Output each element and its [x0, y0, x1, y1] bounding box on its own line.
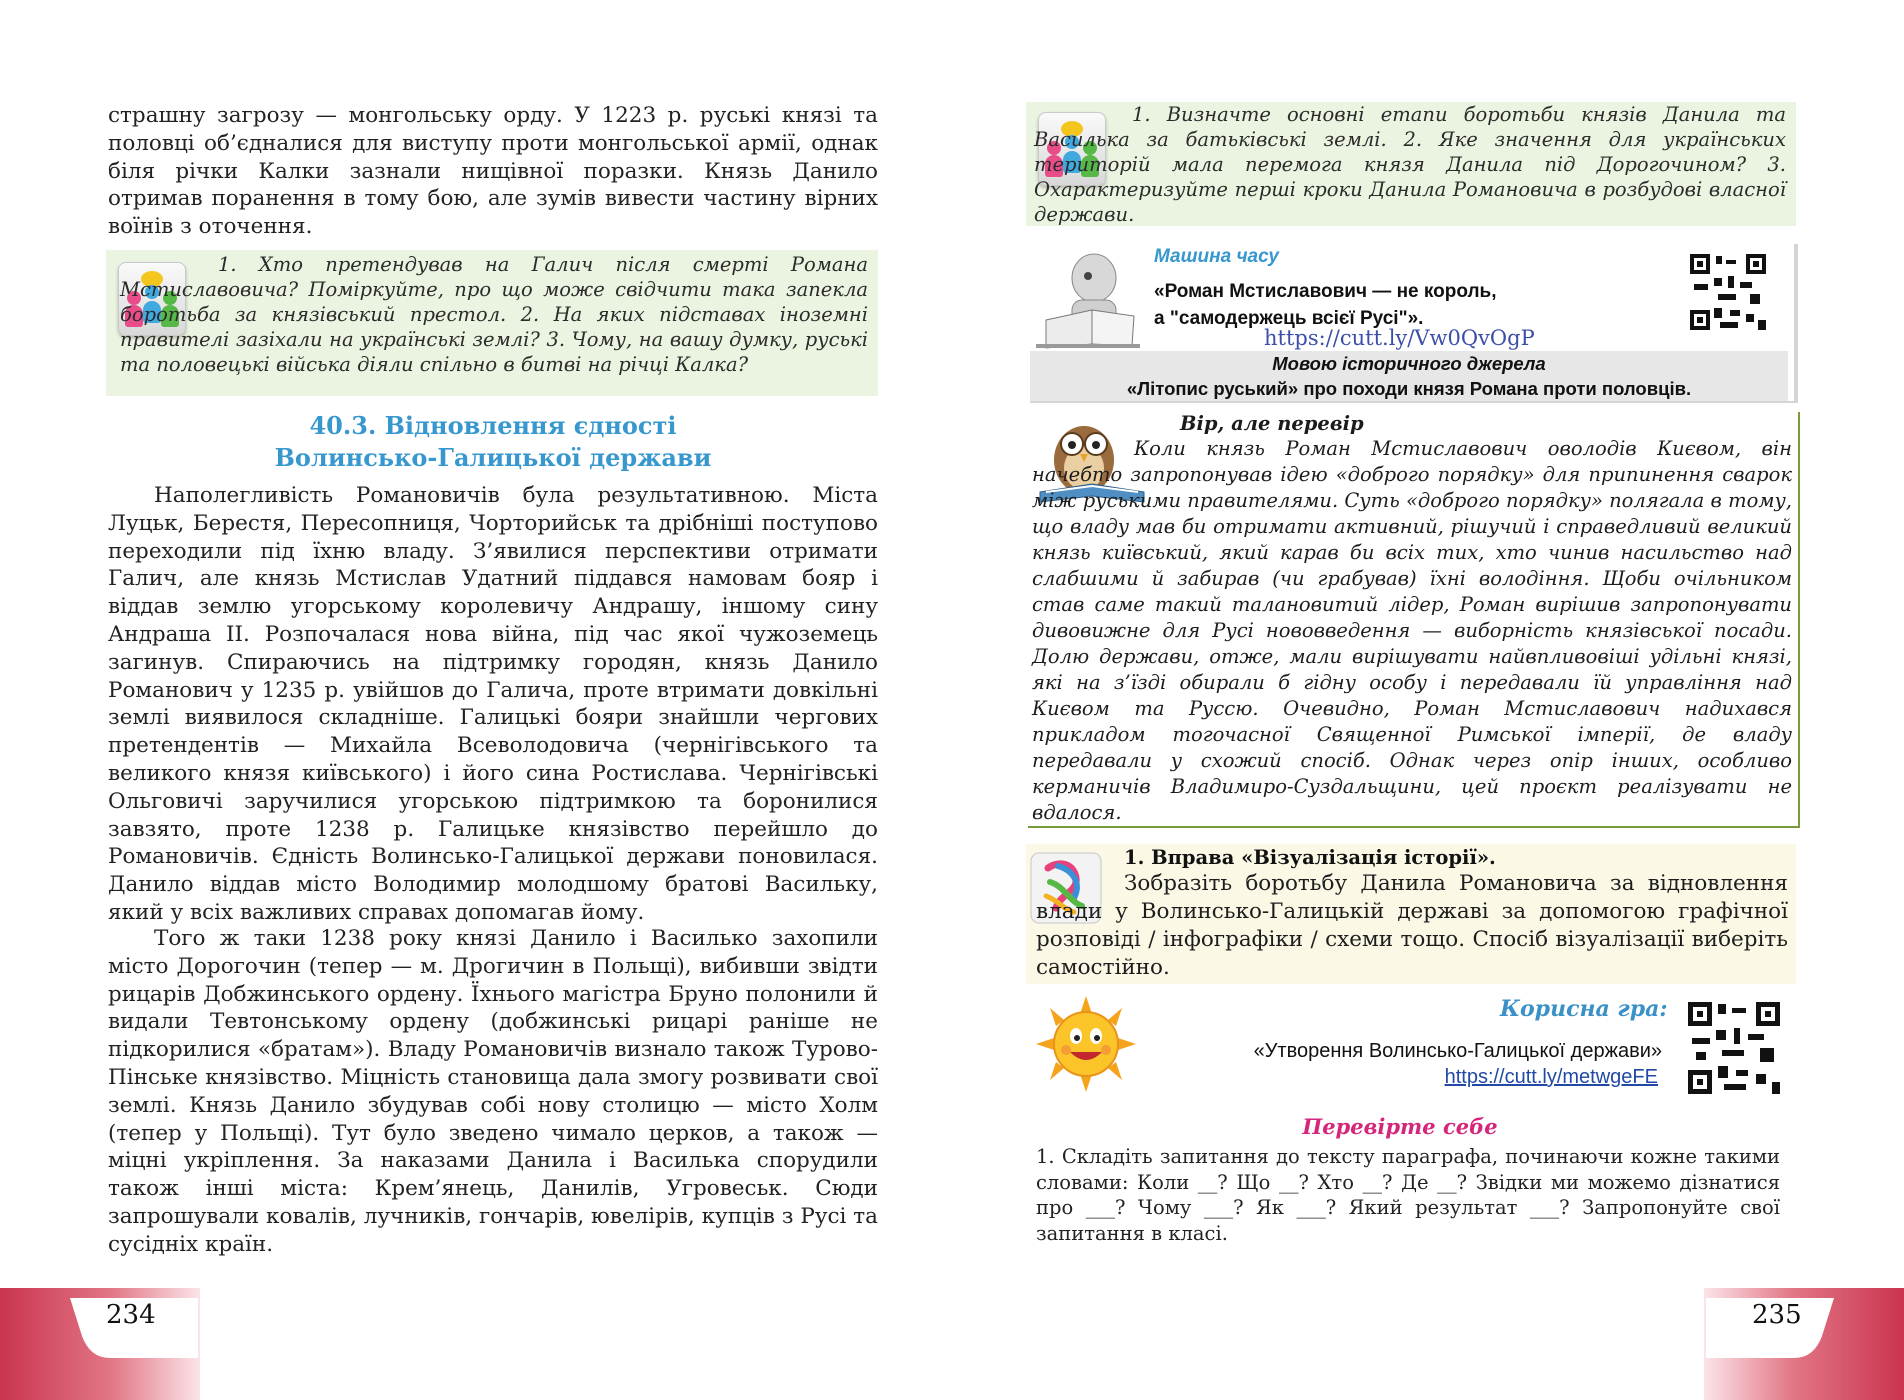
section-title-line2: Волинсько-Галицької держави: [274, 443, 712, 472]
section-title-line1: 40.3. Відновлення єдності: [309, 411, 677, 440]
check-yourself-heading: Перевірте себе: [1302, 1114, 1498, 1139]
qr-code-game[interactable]: [1688, 1002, 1780, 1094]
useful-game-title: «Утворення Волинсько-Галицької держави»: [1253, 1040, 1662, 1062]
exercise-text: Зобразіть боротьбу Данила Романовича за відновлення влади у Волинсько-Галицькій державі за допомогою графічної розповіді / інфографіки / схеми тощо. Спосіб візуалізації виберіть самостійно.: [1036, 871, 1788, 980]
exercise-heading: 1. Вправа «Візуалізація історії».: [1124, 846, 1496, 869]
sun-icon: [1036, 996, 1136, 1092]
questions-right: 1. Визначте основні етапи боротьби князів Данила та Василька за батьківські землі. 2. Яке значення для українських територій мала перемога князя Данила під Дорогочином? 3. Охарактеризуйте перші кроки Данила Романовича в розбудові власної держави.: [1034, 103, 1786, 226]
verify-text: Коли князь Роман Мстиславович оволодів Києвом, він начебто запропонував ідею «доброго порядку» для припинення сварок між руськими правителями. Суть «доброго порядку» полягала в тому, що владу мав би отримати активний, рішучий і справедливий великий князь київський, який карав би всіх тих, хто чинив насильство над слабшими й забирав (чи грабував) їхні володіння. Щоби очільником став саме такий талановитий лідер, Роман вирішив запропонувати дивовижне для Русі нововведення — виборність князівської посади. Долю держави, отже, мали вирішувати найвпливовіші удільні князі, які на з’їзді обирали б гідну особу і передавали їй управління над Києвом та Руссю. Очевидно, Роман Мстиславович надихався прикладом тогочасної Священної Римської імперії, де владу передавали у схожий спосіб. Однак через опір інших, особливо керманичів Владимиро-Суздальщини, цей проєкт реалізувати не вдалося.: [1032, 437, 1792, 824]
verify-heading: Вір, але перевір: [1180, 412, 1364, 435]
page-number-right: 235: [1752, 1300, 1802, 1330]
source-heading: Мовою історичного джерела: [1272, 353, 1546, 374]
quote-line-2: а "самодержець всієї Русі"».: [1154, 308, 1424, 329]
robot-reading-icon: [1036, 250, 1146, 350]
page-number-left: 234: [106, 1300, 156, 1330]
qr-code-time-machine[interactable]: [1690, 254, 1766, 330]
body-paragraph-1: Наполегливість Романовичів була результативною. Міста Луцьк, Берестя, Пересопниця, Чорторийськ та дрібніші поступово переходили під їхню владу. З’явилися перспективи отримати Галич, але князь Мстислав Удатний піддався намовам бояр і віддав землю угорському королевичу Андрашу, іншому сину Андраша ІІ. Розпочалася нова війна, під час якої чужоземець загинув. Спираючись на підтримку городян, князь Данило Романович у 1235 р. увійшов до Галича, проте втримати довкільні землі виявилося складніше. Галицькі бояри знайшли чергових претендентів — Михайла Всеволодовича (чернігівського та великого князя київського) і його сина Ростислава. Чернігівські Ольговичі заручилися угорською підтримкою та боронилися завзято, проте 1238 р. Галицьке князівство перейшло до Романовичів. Єдність Волинсько-Галицької держави поновилася. Данило віддав місто Володимир молодшому братові Васильку, який у всіх важливих справах допомагав йому.: [108, 483, 878, 925]
time-machine-quote: [1154, 278, 1574, 332]
useful-game-link[interactable]: https://cutt.ly/metwgeFE: [1444, 1066, 1658, 1088]
intro-paragraph: страшну загрозу — монгольську орду. У 1223 р. руські князі та половці об’єдналися для виступу проти монгольської армії, однак біля річки Калки зазнали нищівної поразки. Князь Данило отримав поранення в тому бою, але зумів вивести частину вірних воїнів з оточення.: [108, 103, 878, 240]
time-machine-heading: Машина часу: [1154, 246, 1279, 267]
source-text: «Літопис руський» про походи князя Романа проти половців.: [1126, 378, 1692, 399]
time-machine-link[interactable]: https://cutt.ly/Vw0QvOgP: [1264, 326, 1535, 350]
questions-left: 1. Хто претендував на Галич після смерті Романа Мстиславовича? Поміркуйте, про що може свідчити така запекла боротьба за князівський престол. 2. На яких підставах іноземні правителі зазіхали на українські землі? 3. Чому, на вашу думку, руські та половецькі війська діяли спільно в битві на річці Калка?: [120, 253, 868, 376]
check-yourself-text: 1. Складіть запитання до тексту параграфа, починаючи кожне такими словами: Коли __? Що __? Хто __? Де __? Звідки ми можемо дізнатися про ___? Чому ___? Як ___? Який результат ___? Запропонуйте свої запитання в класі.: [1036, 1145, 1780, 1245]
body-paragraph-2: Того ж таки 1238 року князі Данило і Василько захопили місто Дорогочин (тепер — м. Дрогичин в Польщі), вибивши звідти рицарів Добжинського ордену. Їхнього магістра Бруно полонили й видали Тевтонському ордену (добжинські рицарі раніше не підкорилися «братам»). Владу Романовичів визнало також Турово-Пінське князівство. Міцність становища дала змогу розвивати свої землі. Князь Данило збудував собі нову столицю — місто Холм (тепер у Польщі). Тут було зведено чимало церков, а також — міцні укріплення. За наказами Данила і Василька спорудили також інші міста: Крем’янець, Данилів, Угровеськ. Сюди запрошували ковалів, лучників, гончарів, ювелірів, купців з Русі та сусідніх країн.: [108, 926, 878, 1257]
quote-line-1: «Роман Мстиславович — не король,: [1154, 281, 1497, 302]
useful-game-heading: Корисна гра:: [1500, 996, 1668, 1022]
